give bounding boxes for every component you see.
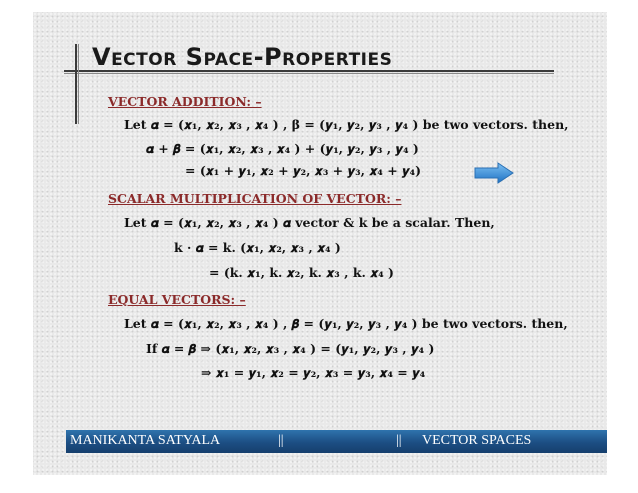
heading-equal-vectors: EQUAL VECTORS: – — [108, 292, 246, 307]
footer-separator-right: || — [396, 433, 402, 448]
title-rule-vertical-shadow — [78, 44, 79, 124]
addition-line-3: = (𝒙₁ + 𝒚₁, 𝒙₂ + 𝒚₂, 𝒙₃ + 𝒚₃, 𝒙₄ + 𝒚₄) — [185, 163, 422, 178]
footer-separator-left: || — [278, 433, 284, 448]
arrow-right-icon[interactable] — [474, 162, 514, 184]
equal-line-1: Let 𝜶 = (𝒙₁, 𝒙₂, 𝒙₃ , 𝒙₄ ) , 𝜷 = (𝒚₁, 𝒚₂, 𝒚₃ , 𝒚₄ ) be two vectors. then, — [124, 316, 568, 331]
addition-line-2: 𝜶 + 𝜷 = (𝒙₁, 𝒙₂, 𝒙₃ , 𝒙₄ ) + (𝒚₁, 𝒚₂, 𝒚₃ , 𝒚₄ ) — [146, 141, 419, 156]
scalar-line-1: Let 𝜶 = (𝒙₁, 𝒙₂, 𝒙₃ , 𝒙₄ ) 𝜶 vector & k be a scalar. Then, — [124, 215, 495, 230]
footer-bar — [66, 430, 607, 453]
title-rule-horizontal-shadow — [64, 73, 554, 74]
equal-line-2: If 𝜶 = 𝜷 ⇒ (𝒙₁, 𝒙₂, 𝒙₃ , 𝒙₄ ) = (𝒚₁, 𝒚₂, 𝒚₃ , 𝒚₄ ) — [146, 341, 435, 356]
scalar-line-2: k · 𝜶 = k. (𝒙₁, 𝒙₂, 𝒙₃ , 𝒙₄ ) — [174, 240, 341, 255]
scalar-line-3: = (k. 𝒙₁, k. 𝒙₂, k. 𝒙₃ , k. 𝒙₄ ) — [209, 265, 394, 280]
equal-line-3: ⇒ 𝒙₁ = 𝒚₁, 𝒙₂ = 𝒚₂, 𝒙₃ = 𝒚₃, 𝒙₄ = 𝒚₄ — [201, 365, 426, 380]
footer-author: MANIKANTA SATYALA — [70, 433, 221, 448]
addition-line-1: Let 𝜶 = (𝒙₁, 𝒙₂, 𝒙₃ , 𝒙₄ ) , 𝛃 = (𝒚₁, 𝒚₂, 𝒚₃ , 𝒚₄ ) be two vectors. then, — [124, 117, 569, 132]
title-rule-vertical — [75, 44, 77, 124]
heading-scalar-multiplication: SCALAR MULTIPLICATION OF VECTOR: – — [108, 191, 402, 206]
heading-vector-addition: VECTOR ADDITION: – — [108, 94, 262, 109]
footer-topic: VECTOR SPACES — [422, 433, 532, 448]
slide-title: Vector Space-Properties — [92, 43, 393, 71]
